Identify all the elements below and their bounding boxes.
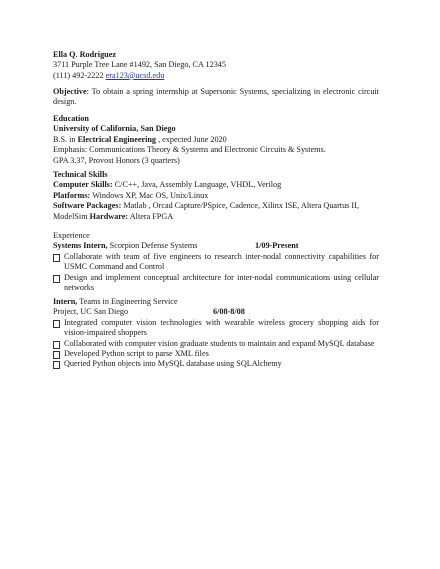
gpa: GPA 3.37, Provost Honors (3 quarters) [53, 155, 180, 165]
skills-heading: Technical Skills [53, 170, 108, 179]
hardware: Altera FPGA [129, 211, 174, 221]
job-header-line-1 [53, 297, 379, 307]
job-header-line-2 [53, 307, 379, 317]
bullet-text: Integrated computer vision technologies with wearable wireless grocery shopping aids for vision-impaired shoppers [64, 317, 379, 338]
email-link[interactable]: era123@ucsd.edu [105, 70, 165, 80]
computer-skills-line [53, 180, 379, 190]
bullet-text: Collaborated with computer vision graduate students to maintain and expand MySQL database [64, 338, 375, 348]
checkbox-bullet-icon [53, 341, 60, 349]
contact-block [53, 50, 379, 81]
bullet-text: Developed Python script to parse XML files [64, 349, 209, 359]
skills-section [53, 170, 379, 222]
job-org: Scorpion Defense Systems [109, 241, 198, 251]
software-label: Software Packages: [53, 201, 122, 211]
platforms-label: Platforms: [53, 190, 91, 200]
experience-heading: Experience [53, 231, 90, 240]
objective-label: Objective [53, 87, 87, 96]
expected-date: , expected June 2020 [158, 134, 227, 144]
objective-text: : To obtain a spring internship at Supersonic Systems, specializing in electronic circuit design. [53, 87, 379, 107]
checkbox-bullet-icon [53, 275, 60, 283]
checkbox-bullet-icon [53, 254, 60, 262]
job-entry [53, 241, 379, 251]
job-title: Systems Intern, [53, 241, 108, 251]
job-dates: 6/08-8/08 [213, 307, 245, 317]
list-item [53, 339, 379, 349]
job-entry [53, 297, 379, 370]
computer-skills: C/C++, Java, Assembly Language, VHDL, Verilog [114, 180, 282, 190]
job-org: Teams in Engineering Service [79, 297, 178, 306]
software-line [53, 201, 379, 222]
address: 3711 Purple Tree Lane #1492, San Diego, CA 12345 [53, 60, 226, 70]
platforms: Windows XP, Mac OS, Unix/Linux [92, 190, 209, 200]
software-packages: Matlab , Orcad Capture/PSpice, Cadence, Xilinx ISE, Altera Quartus II, ModelSim [53, 201, 359, 221]
phone-email-line [53, 71, 379, 81]
job-dates: 1/09-Present [255, 241, 299, 251]
checkbox-bullet-icon [53, 361, 60, 369]
list-item [53, 318, 379, 339]
phone: (111) 492-2222 [53, 70, 104, 80]
checkbox-bullet-icon [53, 320, 60, 328]
education-heading: Education [53, 114, 89, 123]
objective-section [53, 87, 379, 108]
applicant-name: Ella Q. Rodriguez [53, 50, 116, 59]
education-section [53, 114, 379, 166]
bullet-text: Collaborate with team of five engineers to research inter-nodal connectivity capabilities for USMC Command and Control [64, 251, 379, 272]
degree: Electrical Engineering [77, 134, 157, 144]
computer-skills-label: Computer Skills: [53, 180, 113, 190]
job-title: Intern, [53, 297, 78, 306]
emphasis: Emphasis: Communications Theory & Systems and Electronic Circuits & Systems. [53, 145, 326, 155]
list-item [53, 252, 379, 273]
checkbox-bullet-icon [53, 351, 60, 359]
list-item [53, 359, 379, 369]
degree-prefix: B.S. in [53, 134, 76, 144]
hardware-label: Hardware: [89, 211, 129, 221]
bullet-text: Design and implement conceptual architecture for inter-nodal communications using cellular networks [64, 272, 379, 293]
experience-section [53, 231, 379, 293]
bullet-text: Queried Python objects into MySQL database using SQLAlchemy [64, 359, 282, 369]
degree-line [53, 135, 379, 145]
school-name: University of California, San Diego [53, 124, 176, 134]
platforms-line [53, 191, 379, 201]
list-item [53, 349, 379, 359]
job-org-continued: Project, UC San Diego [53, 307, 129, 317]
list-item [53, 273, 379, 294]
